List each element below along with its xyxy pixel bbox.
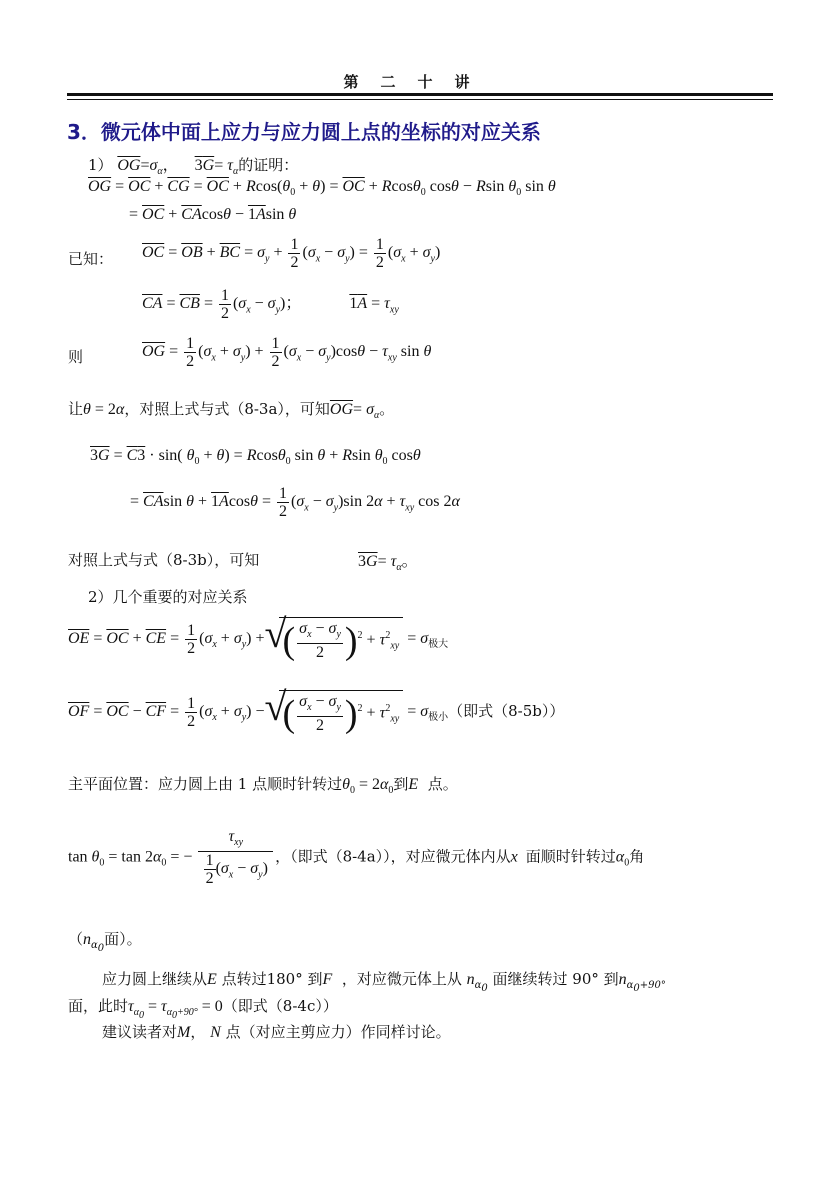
let-text-a: 让 <box>68 400 84 418</box>
suggest-a: 建议读者对 <box>102 1023 178 1041</box>
formula-og: $\overline{OG}=\sigma_\alpha$， $3G= \tau_\alpha$ <box>117 157 239 178</box>
principal-line: 主平面位置：应力圆上由 1 点顺时针转过$\theta_0 = 2\alpha_0$到E 点。 <box>68 775 458 797</box>
tan-note-c: 角 <box>629 847 645 866</box>
formula-3g-tau: $3G= \tau_\alpha$。 <box>358 553 418 574</box>
let-text-b: ，对照上式与式（8-3a），可知 <box>124 400 330 418</box>
equation-tan: $\tan \theta_0 = \tan 2\alpha_0$ = − $\tau_{xy}$ $\frac{1}{2}$ $(\sigma_x - \sigma_y)$ ，（即式（8-4a）），对应微元体内从x 面顺时针转过$\alpha_0$角 <box>68 828 645 888</box>
continue-line-2: 面，此时$\tau_{\alpha_0} = \tau_{\alpha_0+90^\circ} = 0$（即式（8-4c）） <box>68 997 338 1022</box>
equation-of: $\overline{OF} = \overline{OC} - \overline{CF}$ = $\frac{1}{2}$ $(\sigma_x + \sigma_y)$ − √ ( $\frac{\sigma_x - \sigma_y}{2}$ )$^2 + \tau^2_{xy} = \sigma_{极小}$（即式（8-5b）） <box>68 690 564 734</box>
item-2: 2）几个重要的对应关系 <box>88 588 248 606</box>
then-label: 则 <box>68 348 84 366</box>
compare-text: 对照上式与式（8-3b），可知 <box>68 551 260 569</box>
n-plane-a: （ <box>68 930 84 948</box>
running-head: 第二十讲 <box>343 73 492 91</box>
header-rule-thick <box>67 93 773 96</box>
cont-d: 面继续转过 90° 到 <box>492 970 619 988</box>
suggest-b: 点（对应主剪应力）作同样讨论。 <box>225 1023 451 1041</box>
principal-text-c: 点。 <box>427 775 458 793</box>
equation-og-result: $\overline{OG}$ = $\frac{1}{2}$ $(\sigma_x + \sigma_y)$ + $\frac{1}{2}$ $(\sigma_x - \sigma_y)\cos\theta - \tau_{xy}$ sin θ <box>142 335 432 370</box>
header-rule-thin <box>67 99 773 100</box>
equation-oe: $\overline{OE} = \overline{OC} + \overline{CE}$ = $\frac{1}{2}$ $(\sigma_x + \sigma_y)$ + √ ( $\frac{\sigma_x - \sigma_y}{2}$ )$^2 + \tau^2_{xy} = \sigma_{极大}$ <box>68 617 448 661</box>
cont-a: 应力圆上继续从 <box>102 970 208 988</box>
equation-3g-2: = $\overline{CA}\sin$ θ + 1Acosθ = $\frac{1}{2}$ $(\sigma_x - \sigma_y)\sin$ $2\alpha + \tau_{xy}$ cos 2α <box>130 485 460 520</box>
proof-heading-tail: 的证明： <box>238 156 299 174</box>
equation-oc: $\overline{OC} = \overline{OB} + \overline{BC} = \sigma_y$ + $\frac{1}{2}$ $(\sigma_x - \sigma_y)$ = $\frac{1}{2}$ $(\sigma_x + \sigma_y)$ <box>142 236 441 271</box>
min-note: （即式（8-5b）） <box>448 701 565 720</box>
cont-c: ，对应微元体上从 <box>341 970 462 988</box>
n-plane-b: 面）。 <box>104 930 142 948</box>
known-label: 已知： <box>68 250 114 268</box>
equation-og-expand-2: = $\overline{OC} + \overline{CA}\cos\theta - 1Asin$ θ <box>129 206 297 223</box>
min-subscript: 极小 <box>428 711 449 723</box>
tan-note-b: 面顺时针转过 <box>525 847 616 866</box>
cont-e: 面，此时 <box>68 997 129 1015</box>
proof-heading <box>88 152 298 177</box>
compare-line <box>68 549 259 570</box>
suggest-line: 建议读者对M， N 点（对应主剪应力）作同样讨论。 <box>102 1023 451 1041</box>
n-plane-line: （$n_{\alpha_0}$面）。 <box>68 930 142 954</box>
continue-line: 应力圆上继续从E 点转过180° 到F ，对应微元体上从 $n_{\alpha_0}$ 面继续转过 90° 到$n_{\alpha_0+90^\circ}$ <box>102 970 666 994</box>
equation-og-expand: $\overline{OG} = \overline{OC} + \overline{CG} = \overline{OC} + Rcos(\theta_0 + \theta) = \overline{OC} + Rcos\theta_0$ cosθ − Rsin $\theta_0$ sin θ <box>88 178 556 199</box>
equation-ca: $\overline{CA} = \overline{CB}$ = $\frac{1}{2}$ $(\sigma_x - \sigma_y)$； $1A = \tau_{xy}$ <box>142 287 399 322</box>
tan-note-a: ，（即式（8-4a）），对应微元体内从 <box>275 847 511 866</box>
max-subscript: 极大 <box>428 638 449 650</box>
equation-3g: 3G = C3 · sin( $\theta_0 + \theta) = Rcos\theta_0$ sin θ + Rsin $\theta_0$ cosθ <box>90 447 421 468</box>
item-number-1: 1） <box>88 156 113 174</box>
let-theta-line: 让θ = 2α，对照上式与式（8-3a），可知$\overline{OG}= \sigma_\alpha$。 <box>68 400 395 422</box>
principal-text-a: 主平面位置：应力圆上由 1 点顺时针转过 <box>68 775 343 793</box>
section-title: 3．微元体中面上应力与应力圆上点的坐标的对应关系 <box>67 120 541 144</box>
principal-text-b: 到 <box>393 775 409 793</box>
cont-b: 点转过180° 到 <box>221 970 323 988</box>
cont-f: （即式（8-4c）） <box>222 997 338 1015</box>
